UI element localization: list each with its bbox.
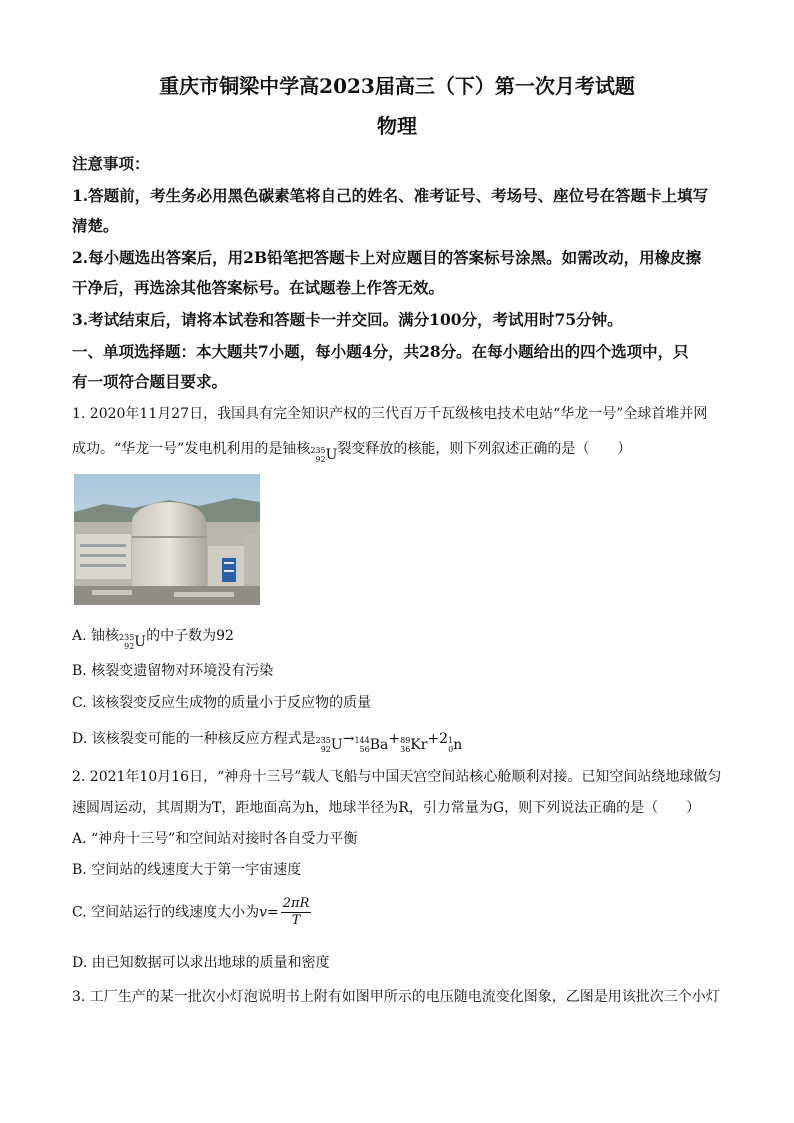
nuclide-symbol: U	[325, 447, 338, 463]
q2-option-c[interactable]	[72, 896, 727, 929]
q1-stem-line-2	[72, 438, 727, 464]
nuclide-symbol: Kr	[410, 737, 428, 753]
nuclide-charge: 56	[359, 745, 370, 754]
q1-stem-text-b: 裂变释放的核能，则下列叙述正确的是（ ）	[337, 441, 632, 457]
nuclide-charge: 92	[315, 455, 326, 464]
q1-option-a-text-a: A. 铀核	[72, 628, 120, 644]
nuclide-mass: 235	[119, 633, 135, 642]
eq-krypton	[400, 736, 427, 754]
plus-sign: +	[388, 731, 401, 747]
nuclide-charge: 92	[320, 745, 331, 754]
section-1-line-1: 一、单项选择题：本大题共7小题，每小题4分，共28分。在每小题给出的四个选项中，只	[72, 342, 689, 361]
nuclide-mass: 235	[315, 736, 331, 745]
note-1-line-2: 清楚。	[72, 216, 119, 235]
subject-title: 物理	[377, 114, 417, 138]
nuclide-mass: 144	[354, 736, 370, 745]
q1-option-d[interactable]	[72, 728, 727, 754]
exam-title: 重庆市铜梁中学高2023届高三（下）第一次月考试题	[159, 74, 635, 98]
q2-stem-line-2: 速圆周运动，其周期为T，距地面高为h，地球半径为R，引力常量为G，则下列说法正确的是（ ）	[72, 800, 701, 816]
note-3: 3.考试结束后，请将本试卷和答题卡一并交回。满分100分，考试用时75分钟。	[72, 310, 623, 329]
nuclide-symbol: U	[330, 737, 343, 753]
equals-sign: =	[267, 904, 279, 921]
uranium-nuclide-a	[119, 633, 146, 651]
uranium-nuclide	[310, 446, 337, 464]
fraction-numerator: 2πR	[282, 896, 310, 911]
q1-stem-text-a: 成功。“华龙一号”发电机利用的是铀核	[72, 441, 311, 457]
q3-stem-line-1: 3. 工厂生产的某一批次小灯泡说明书上附有如图甲所示的电压随电流变化图象，乙图是用该批次三个小灯	[72, 989, 720, 1005]
fraction-denominator: T	[291, 913, 301, 928]
nuclide-mass: 1	[448, 736, 454, 745]
q2-option-a[interactable]: A. “神舟十三号”和空间站对接时各自受力平衡	[72, 831, 358, 847]
nuclide-mass: 235	[310, 446, 326, 455]
q1-option-b[interactable]: B. 核裂变遗留物对环境没有污染	[72, 663, 274, 679]
nuclide-symbol: n	[453, 737, 463, 753]
velocity-fraction	[281, 896, 312, 929]
q1-option-a-text-b: 的中子数为92	[146, 628, 234, 644]
velocity-symbol: v	[259, 904, 268, 921]
nuclide-charge: 0	[448, 745, 454, 754]
section-1-line-2: 有一项符合题目要求。	[72, 372, 228, 391]
notes-heading: 注意事项：	[72, 154, 150, 173]
q2-option-d[interactable]: D. 由已知数据可以求出地球的质量和密度	[72, 955, 330, 971]
q1-option-c[interactable]: C. 该核裂变反应生成物的质量小于反应物的质量	[72, 695, 372, 711]
nuclear-power-plant-photo	[74, 474, 260, 605]
plus-two: +2	[427, 731, 449, 747]
eq-neutron	[448, 736, 462, 754]
q1-stem-line-1: 1. 2020年11月27日，我国具有完全知识产权的三代百万千瓦级核电技术电站“华龙一号”全球首堆并网	[72, 406, 708, 422]
nuclide-symbol: Ba	[369, 737, 389, 753]
nuclide-symbol: U	[134, 634, 147, 650]
note-2-line-2: 干净后，再选涂其他答案标号。在试题卷上作答无效。	[72, 278, 445, 297]
note-2-line-1: 2.每小题选出答案后，用2B铅笔把答题卡上对应题目的答案标号涂黑。如需改动，用橡皮擦	[72, 248, 702, 267]
q2-option-b[interactable]: B. 空间站的线速度大于第一宇宙速度	[72, 862, 302, 878]
nuclide-charge: 92	[124, 642, 135, 651]
nuclide-charge: 36	[400, 745, 411, 754]
q1-option-a[interactable]	[72, 625, 727, 651]
q2-option-c-text: C. 空间站运行的线速度大小为	[72, 904, 260, 921]
eq-uranium	[316, 736, 343, 754]
nuclide-mass: 89	[400, 736, 411, 745]
q1-option-d-text: D. 该核裂变可能的一种核反应方程式是	[72, 731, 316, 747]
q2-stem-line-1: 2. 2021年10月16日，“神舟十三号”载人飞船与中国天宫空间站核心舱顺利对接。已知空间站绕地球做匀	[72, 769, 722, 785]
note-1-line-1: 1.答题前，考生务必用黑色碳素笔将自己的姓名、准考证号、考场号、座位号在答题卡上填写	[72, 186, 709, 205]
eq-barium	[354, 736, 388, 754]
reaction-arrow: →	[342, 731, 355, 747]
